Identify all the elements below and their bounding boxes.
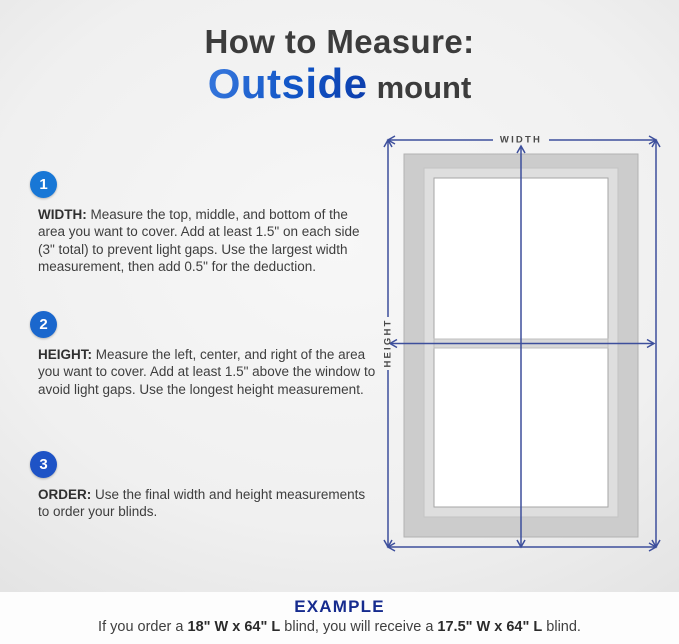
step-3-body: Use the final width and height measurements to order your blinds.	[38, 487, 366, 520]
example-ordered-size: 18" W x 64" L	[187, 619, 281, 635]
step-2-heading: HEIGHT:	[38, 347, 92, 362]
example-suffix: blind.	[542, 619, 581, 635]
step-1-badge: 1	[30, 171, 57, 198]
example-section	[0, 592, 679, 644]
title-line-2	[0, 61, 679, 107]
example-prefix: If you order a	[98, 619, 188, 635]
step-1-heading: WIDTH:	[38, 207, 87, 222]
example-received-size: 17.5" W x 64" L	[437, 619, 543, 635]
step-1-text	[38, 206, 378, 275]
example-heading: EXAMPLE	[294, 597, 385, 616]
step-1-body: Measure the top, middle, and bottom of the area you want to cover. Add at least 1.5" on each side (3" total) to prevent light gaps. Use the largest width measurement, then add 0.5" for the deduction.	[38, 207, 360, 274]
step-2-body: Measure the left, center, and right of the area you want to cover. Add at least 1.5" above the window to avoid light gaps. Use the longest height measurement.	[38, 347, 376, 397]
title-rest: mount	[376, 70, 472, 106]
height-dimension-label: HEIGHT	[382, 318, 394, 368]
step-3-heading: ORDER:	[38, 487, 92, 502]
title-highlight: Outside	[207, 60, 368, 108]
example-sentence	[0, 619, 679, 635]
example-middle: blind, you will receive a	[280, 619, 438, 635]
page-title	[0, 24, 679, 107]
window-measurement-diagram	[374, 128, 670, 560]
step-3-badge: 3	[30, 451, 57, 478]
step-2-text	[38, 346, 378, 398]
title-line-1: How to Measure:	[204, 23, 475, 60]
step-3-text	[38, 486, 378, 521]
step-2-badge: 2	[30, 311, 57, 338]
width-dimension-label: WIDTH	[499, 134, 543, 146]
